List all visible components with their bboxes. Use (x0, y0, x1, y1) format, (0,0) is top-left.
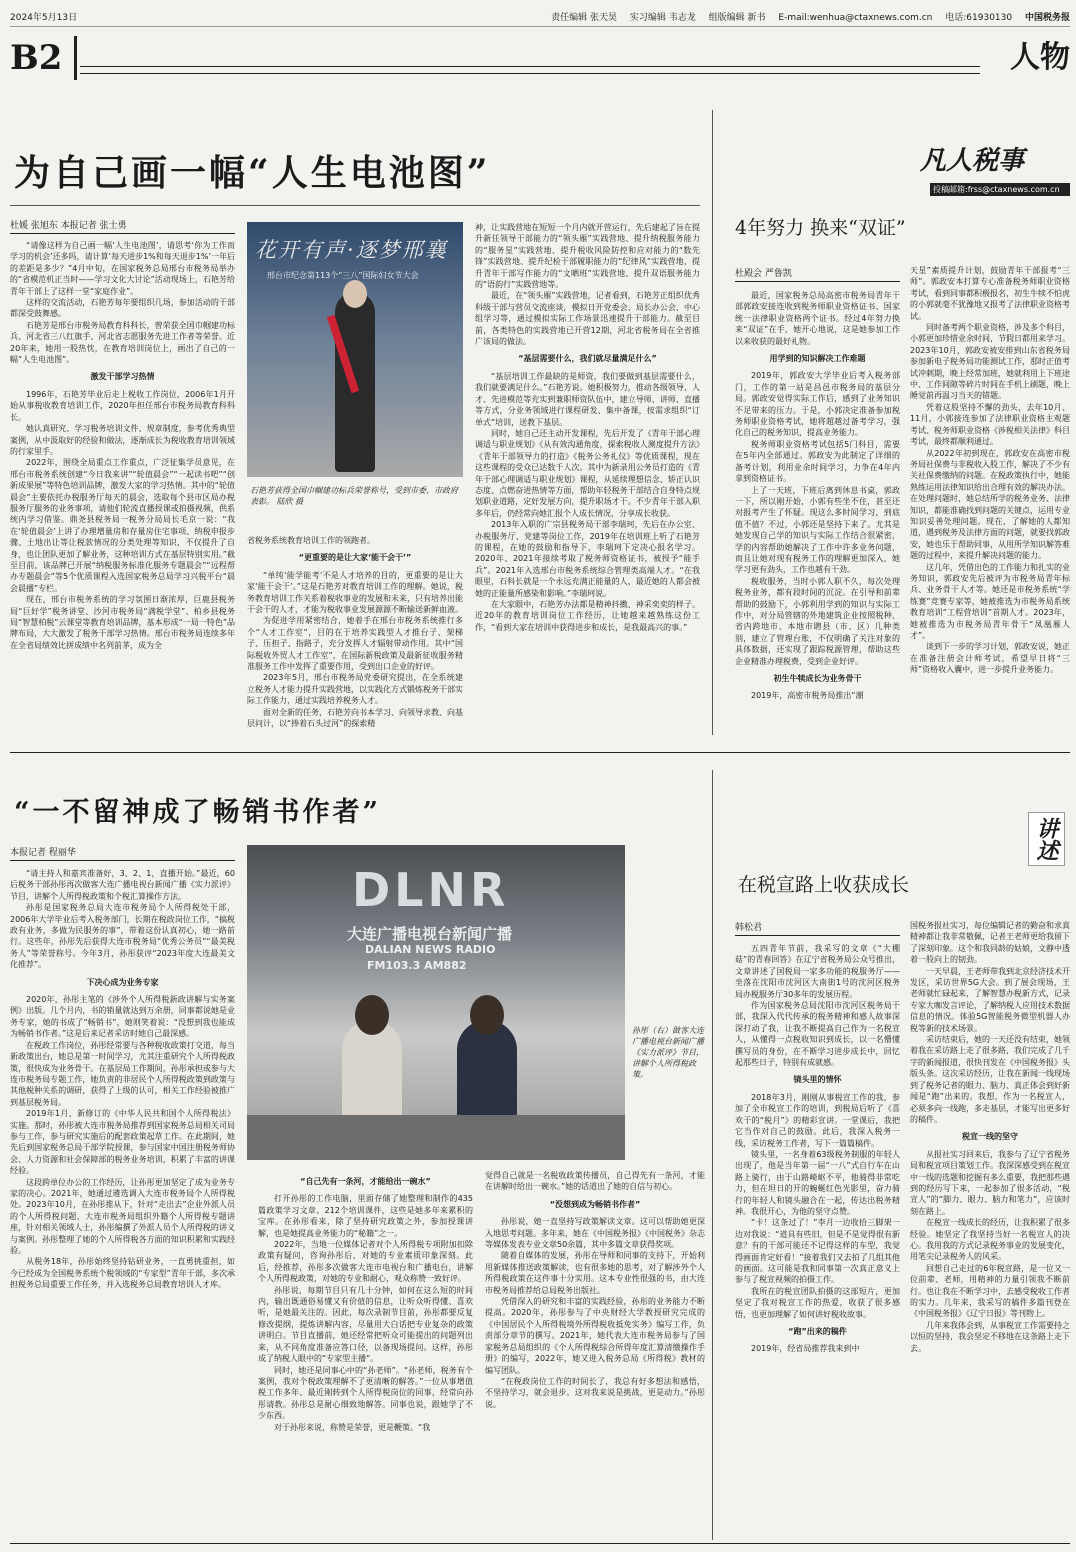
section-name: 人物 (1010, 40, 1070, 75)
paragraph: 面对全新的任务，石艳芳向书本学习、向领导求教、向基层问计，以“捧着石头过河”的探索精 (247, 707, 463, 729)
subheading: “更重要的是让大家‘能干会干’” (298, 553, 412, 563)
sidebar2-title: 在税宣路上收获成长 (738, 874, 910, 896)
paragraph: 一天早晨，王老师带我到北京经济技术开发区，采访世界5G大会。到了展会现场，王老师就忙碌起来，了解智慧办税新方式，记录专家大咖发言评论，了解纳税人应用技术数据信息的情况。体验5G智能税务微型机器人办税等新的技术场景。 (910, 966, 1070, 1033)
paragraph: 2018年3月，刚刚从事税宣工作的我，参加了全市税宣工作的培训，到税局后听了《喜欢干的“税月”》的精彩宣讲。一堂课后，我把它当作对自己的鼓励。此后，我深入税务一线，采访税务工作者，写下一篇篇稿件。 (735, 1092, 900, 1148)
editor-2: 实习编辑 韦志龙 (629, 12, 696, 23)
paragraph: 最近，在“领头雁”实践营地，记者看到，石艳芳正组织优秀科级干部与营员交流座谈，模拟日开党委会、局长办公会、中心组学习等，通过模拟实际工作场景迅速提升干部能力。截至目前，各类特色的实践营地已开营12期，河北省税务局在全省推广该局的做法。 (475, 291, 700, 347)
paragraph: 天星”素质提升计划，鼓励青年干部报考“三师”。郭政安本打算专心准备税务师职业资格考试，看到同事都积极报名，初生牛犊不怕虎的小郭就毫不犹豫地又报考了法律职业资格考试。 (910, 266, 1070, 321)
article1-photo (247, 222, 463, 477)
paragraph: 随着自媒体的发展，孙彤在导师和同事的支持下，开始利用新媒体推送政策解读，也有很多她的思考，对了解涉外个人所得税政策在这件事十分实用。这本专业性很强的书，由大连市税务局推荐给总局税务出版社。 (485, 1251, 705, 1295)
paragraph: 2022年，当地一位媒体记者对个人所得税专项附加扣除政策有疑问，咨询孙彤后，对她的专业素质印象深刻。此后，经推荐，孙彤多次做客大连市电视台和广播电台，讲解个人所得税政策，对她的专业和耐心，观众称赞一致好评。 (258, 1240, 473, 1284)
subheading: “没想到成为畅销书作者” (549, 1199, 641, 1209)
sidebar2-col1 (735, 943, 900, 1538)
column-divider (712, 110, 713, 735)
sidebar1-title: 4年努力 换来“双证” (735, 217, 906, 239)
paragraph: 对于孙彤来说，称赞是荣誉，更是鞭策。“我 (274, 1422, 431, 1432)
sidebar1-byline: 杜殿会 严鲁凯 (735, 266, 900, 282)
article2-byline: 本报记者 程丽华 (10, 845, 235, 861)
column-divider (712, 770, 713, 1540)
section-divider (10, 752, 1070, 753)
paragraph: 从2022年初到现在，郭政安在高密市税务局社保费与非税收入股工作，解决了不少有关社保费缴纳的问题。在税政策执行中，她能熟练运用法律知识给出合理有效的解决办法。在处理问题时，她总结所学的税务业务、法律知识，都能准确找到问题的关键点，运用专业知识妥善处理问题。现在，了解她的人都知道，遇到税务及法律方面的问题，就要找郭政安，她也乐于帮助同事，从用所学知识解答难题的过程中，来提升解决问题的能力。 (910, 448, 1070, 561)
article1-col3 (475, 222, 700, 735)
email: E-mail:wenhua@ctaxnews.com.cn (778, 12, 933, 23)
subheading: 激发干部学习热情 (90, 372, 155, 382)
phone: 电话:61930130 (945, 12, 1013, 23)
paragraph: 镜头里，一名身着63级税务制服的年轻人出现了，他是当年第一届“一八”式自行车在山路上骑行，由于山路崎岖不平，他骑得非常吃力，但在坦日的开的蜿蜒红色光影里，奋力骑行的年轻人和镜头融合在一起，传达出税务精神。我很开心，为他的坚守点赞。 (735, 1149, 900, 1216)
sidebar1-col2 (910, 265, 1070, 735)
paragraph: 觉得自己就是一名税收政策传播员，自己得先有一条河，才能在讲解时给出一碗水。”她的话道出了她的自信与初心。 (485, 1171, 705, 1192)
column-logo: 凡人税事 (920, 146, 1025, 176)
contribution-email: 投稿邮箱:frss@ctaxnews.com.cn (930, 183, 1070, 196)
paragraph: 税收服务，当时小郭人职不久，每次处理税务业务，都有段时间的沉淀。在引导和前辈帮助的鼓励下，小郭利用学到的知识与实际工作中，对分局管辖的外地建筑企业按照税种、省内跨地市、本地市聘县（市、区）几种类别，建立了管理台账，不仅明确了关注对象的具体数据，还实现了跟踪税源管理，帮助这些企业精准办理税费，受到企业好评。 (735, 576, 900, 666)
paragraph: 在税政工作岗位，孙彤经常要与各种税收政策打交道，每当新政策出台，她总是第一时间学习，尤其注重研究个人所得税政策，很快成为业务骨干。在基层局工作期间，孙彤承担或参与大连市税务局专题工作，她负责的非居民个人所得税政策到政策与其他税种关系的调研，获得了上级的认可，相关工作经验被推广到基层税务局。 (10, 1040, 235, 1107)
sidebar2-byline: 韩松君 (735, 920, 900, 936)
paragraph: 2013年入职的广宗县税务局干部李瑞珂，先后在办公室、办税服务厅、党建等岗位工作，2019年在培训班上听了石艳芳的课程，在她的鼓励和指导下，李瑞珂下定决心报名学习。2020年、2021年接续考取了税务师资格证书，被授予“能手兵”。2021年入选邢台市税务系统综合管理类高端人才。“在我眼里，石科长就是一个永远充满正能量的人，最近她的人都会被她的正能量所感染和影响。”李瑞珂说。 (475, 520, 700, 598)
paragraph: 税务师职业资格考试包括5门科目，需要在5年内全部通过。郭政安为此制定了详细的备考计划，利用业余时间学习，力争在4年内拿到资格证书。 (735, 439, 900, 484)
paragraph: 作为国家税务总局沈阳市沈河区税务局干部，我深入代代传承的税务精神和感人故事深深打动了我，让我不断提高自己作为一名税宣人，从懂得一点税收知识到成长，以一名懵懂撰写员的身份，在不断学习进步成长中，回忆起那些日子，特别有成就感。 (735, 1001, 900, 1068)
guest-head (470, 995, 504, 1035)
paragraph: 谈到下一步的学习计划，郭政安说，她正在准备注册会计师考试，希望早日将“三师”资格收入囊中，进一步提升业务能力。 (910, 642, 1070, 675)
column-logo: 讲述 (1028, 812, 1065, 866)
article1-title-rule (10, 205, 700, 206)
paragraph: 她认真研究、学习税务培训文件、规章制度，参考优秀典型案例，从中汲取好的经验和做法，逐渐成长为税收教育培训领域的行家里手。 (10, 424, 235, 456)
paper-name: 中国税务报 (1024, 12, 1070, 23)
paragraph: 这段跨单位办公的工作经历，让孙彤更加坚定了成为业务专家的决心。2021年，她通过遴选调入大连市税务局个人所得税处。2023年10月，在孙彤推从下，针对“走出去”企业外派人员的个人所得税问题，大连市税务局组织外籍个人所得税专题讲座，针对相关领域人士，孙彤编撰了外派人员个人所得税的讲义与案例。孙彤整理了她的个人所得税各方面的知识积累和实践经验。 (10, 1177, 235, 1255)
paragraph: 我所在的税宣团队拍摄的这部短片，更加坚定了我对税宣工作的热爱，收获了很多感悟，也更加理解了如何讲好税收故事。 (735, 1286, 900, 1319)
article2-caption: 孙彤（右）做客大连广播电视台新闻广播《实力派评》节目，讲解个人所得税政策。 (632, 1026, 704, 1079)
paragraph: 1996年，石艳芳毕业后走上税收工作岗位，2006年1月开始从事税收教育培训工作，2020年担任邢台市税务局教育科科长。 (10, 389, 235, 422)
article1-col2 (247, 535, 463, 735)
paragraph: 孙彤说，每期节目只有几十分钟，如何在这么短的时间内，输出既通俗易懂又有价值的信息，让听众听得懂、喜欢听，是她最关注的。因此，每次录制节目前，孙彤都要反复修改提纲，提炼讲解内容，尽量用大白话把专业复杂的政策讲明白。节目直播前，她还经常把听众可能提出的问题列出来，从不同角度准备应答口径，以备现场提问。这样，孙彤成了纳税人眼中的“专家型主播”。 (258, 1285, 473, 1364)
paragraph: “卡！这条过了！”李月一边收拾三脚架一边对我说：“道具有些旧，但是不是觉得很有新意？有的干部可能还不记得这样的车型，我觉得画面肯定好看！”接着我们又去拍了几组其他的画面。这可能是我和同事第一次真正意义上参与了税宣视频的拍摄工作。 (735, 1218, 900, 1285)
subheading: 镜头里的情怀 (793, 1075, 842, 1085)
paragraph: 2019年，郭政安大学毕业后考入税务部门，工作的第一站是昌邑市税务局的基层分局。郭政安觉得实际工作后，感到了业务知识不足带来的压力。于是，小郭决定准备参加税务师职业资格考试，她将超越过备考学习，强化自己的税务知识，提高业务能力。 (735, 371, 900, 438)
article2-col2 (258, 1170, 473, 1538)
paragraph: 上了一天班，下班后离到休息书桌，郭政一下，所以刚开始，小郭有些坐不住，甚至还对报考产生了怀疑。现这么多时间学习，到底值不值？不过，小郭还是坚持下来了。尤其是她发现自己学的知识与实际工作结合很紧密，学的内容帮助她解决了工作中许多业务问题，而且让她对现有税务工作的理解更加深入，她学习更有劲头，工作也越有干劲。 (735, 485, 900, 575)
article2-col3 (485, 1170, 705, 1538)
article2-photo (247, 845, 625, 1160)
paragraph: 回想自己走过的6年税宣路，是一位又一位前辈、老师，用精神的力量引领我不断前行。也让我在不断学习中，去感受税收工作者的实力。几年来，我采写的稿件多篇刊登在《中国税务报》《辽宁日报》等刊物上。 (910, 1263, 1070, 1319)
studio-desk (247, 1115, 625, 1160)
studio-sign-logo: DLNR (352, 863, 510, 917)
subheading: 下决心成为业务专家 (86, 977, 159, 987)
host-head (355, 995, 389, 1035)
issue-date: 2024年5月13日 (10, 12, 78, 23)
paragraph: 2023年5月，邢台市税务局党委研究提出，在全系统建立税务人才能力提升实践营地，以实践化方式锻炼税务干部实际工作能力，通过实践培养税务人才。 (247, 673, 463, 706)
paragraph: “在税政岗位工作的时间长了，我总有好多想法和感悟，不坚持学习，就会退步。这对我来说是挑战，更是动力。”孙彤说。 (485, 1376, 705, 1409)
paragraph: 五四青年节前，我采写的文章《“大棚菇”的青春回答》在辽宁省税务局公众号推出，文章讲述了国税局一家多功能的税服务厅——坐落在沈阳市沈河区大南街1号的沈河区税务局办税服务厅30多年的发展历程。 (735, 944, 900, 999)
article2-title: “一不留神成了畅销书作者” (14, 797, 382, 828)
subheading: “自己先有一条河，才能给出一碗水” (300, 1177, 431, 1186)
paragraph: “请主持人和嘉宾准备好，3、2、1，直播开始。”最近，60后税务干部孙彤再次做客大连广播电视台新闻广播《实力派评》节目，讲解个人所得税政策和个税汇算操作方法。 (10, 869, 235, 901)
paragraph: “单纯‘能学能考’不是人才培养的目的，更重要的是让大家‘能干会干’。”这是石艳芳对教育培训工作的理解。她说，税务教育培训工作关系着税收事业的发展和未来，只有培养出能干会干的人才，才能为税收事业发展源源不断输送新鲜血液。 (247, 570, 463, 615)
article1-title: 为自己画一幅“人生电池图” (14, 152, 491, 194)
section-bar (10, 36, 1070, 80)
paragraph: 2020年，孙彤主笔的《涉外个人所得税新政讲解与实务案例》出版。几个月内，书的销量就达到万余册，同事都说她是业务专家，她的书成了“畅销书”，她则笑着说：“没想到我也能成为畅销书作者。”这是后来记者采访时她自己最深感。 (10, 995, 235, 1039)
subheading: “跑”出来的稿件 (788, 1327, 847, 1336)
sidebar2-col2 (910, 920, 1070, 1538)
paragraph: 凭着这股坚持不懈的劲头，去年10月、11月，小郭接连参加了法律职业资格主观题考试、税务师职业资格《涉税相关法律》科目考试，最终都顺利通过。 (910, 402, 1070, 447)
paragraph: 从报社实习回来后，我参与了辽宁省税务局和税宣项目策划工作。我深深感受到在税宣中一线的选题和挖掘有多么重要，我把那些遇到的经历写下来，一起参加了很多活动，“税宣人”的“脚力、眼力、脑力和笔力”，应该时刻在路上。 (910, 1149, 1070, 1216)
article2-col1 (10, 868, 235, 1538)
paragraph: 2019年，经省局推荐我来到中 (751, 1344, 860, 1354)
section-rule (80, 66, 980, 74)
page-bottom-rule (10, 1543, 1070, 1544)
paragraph: 为促进学用紧密结合，她着手在邢台市税务系统推行多个“人才工作室”，目的在于培养实践型人才推台子、架梯子、压担子、指路子，充分发挥人才辐射带动作用。其中“国际税收外贸人才工作室”，在国际新税政策及最新征收服务精准服务工作中发挥了重要作用，受到出口企业的好评。 (247, 616, 463, 672)
paragraph: 同时备考两个职业资格，涉及多个科目，小郭更加珍惜业余时间，节假日都用来学习。2023年10月，郭政安被安排到山东省税务局参加新电子税务局功能测试工作，那时正值考试冲刺期，晚上经常加班，她就利用上下班途中、工作间隙等碎片时间在手机上刷题，晚上睡觉前再温习当天的错题。 (910, 323, 1070, 401)
paragraph: 同时，她还是同事心中的“孙老师”。“孙老师，税务有个案例，我对个税政策理解不了更清晰的解答。”一位从事增值税工作多年、最近刚转到个人所得税岗位的同事，经常向孙彤请教。孙彤总是耐心细致地解答。同事也说，跟她学了不少东西。 (258, 1365, 473, 1421)
studio-sign-cn: 大连广播电视台新闻广播 (347, 925, 513, 943)
sidebar1-col1 (735, 290, 900, 735)
photo-banner-sub: 邢台市纪念第113个“三八”国际妇女节大会 (267, 271, 419, 280)
paragraph: 这样的交流活动，石艳芳每年要组织几场，参加活动的干部都深受鼓舞感。 (10, 298, 235, 319)
paragraph: 凭借深入的研究和丰富的实践经验，孙彤的业务能力不断提高。2020年，孙彤参与了中央财经大学教授研究完成的《中国居民个人所得税境外所得税收抵免实务》编写工作，负责部分章节的撰写。2021年，她代表大连市税务局参与了国家税务总局组织的《个人所得税综合所得年度汇算清缴操作手册》的编写，2022年，她又进入税务总局《所得税》教材的编写团队。 (485, 1297, 705, 1375)
paragraph: 在税宣一线成长的经历，让我积累了很多经验。她坚定了我坚持当好一名税宣人的决心。我用我的方式记录税务事业的发展变化，用笔尖记录税务人的风采。 (910, 1218, 1070, 1262)
paragraph: 2019年1月，新修订的《中华人民共和国个人所得税法》实施。那时，孙彤被大连市税务局推荐到国家税务总局相关司局参与工作，参与研究实施后的配套政策起草工作。在此期间，她先后到国家税务总局干部学院授课，参与国家中国注册税务师协会、人力资源和社会保障部的税务业务培训，积累了丰富的讲课经验。 (10, 1109, 235, 1176)
article1-col1 (10, 240, 235, 732)
paragraph: 采访结束后，她的一天还没有结束，她领着我在采访路上走了很多路，我们完成了几千字的新闻报道，很快刊发在《中国税务报》头版头条。这次采访经历，让我在新闻一线现场到了税务记者的眼力、脑力、真正体会到好新闻是“跑”出来的。我想，作为一名税宣人，必须多向一线跑，多走基层，才能写出更多好的稿件。 (910, 1035, 1070, 1124)
paragraph: 在大家眼中，石艳芳办法都是精神抖擞、神采奕奕的样子。近20年的教育培训岗位工作经历，让她越来越熟练这份工作，“看到大家在培训中获得进步和成长，是我最高兴的事。” (475, 600, 700, 632)
paragraph: 2019年，高密市税务局推出“潮 (751, 691, 864, 701)
subheading: 初生牛犊成长为业务骨干 (773, 674, 862, 683)
paragraph: 孙彤是国家税务总局大连市税务局个人所得税处干部，2006年大学毕业后考入税务部门，长期在税政岗位工作，“搞税政有业务，多做为民服务的事”，带着这份认真初心，她一路前行。这些年，孙彤先后获得大连市税务局“优秀公务员”“最美税务人”等荣誉称号。今年3月，孙彤获评“2023年度大连最美文化推荐”。 (10, 903, 235, 970)
studio-sign-freq: FM103.3 AM882 (367, 959, 467, 972)
paragraph: “基层培训工作最缺的是师资，我们要做到基层需要什么，我们就要满足什么。”石艳芳说。她积极努力，推动各级领导、人才、先进模范等充实到兼职师资队伍中，建立导师、讲师、直播等方式，分业务领域进行课程研发、集中备课，按需求组织“订单式”培训，送教下基层。 (475, 371, 700, 427)
article1-caption: 石艳芳获得全国巾帼建功标兵荣誉称号，受到市委、市政府表彰。 陆欣 摄 (250, 486, 458, 506)
subheading: “基层需要什么，我们就尽量满足什么” (518, 354, 657, 364)
paragraph: “请像这样为自己画一幅‘人生电池图’，请思考‘你为工作而学习的机会’还多吗，请计算‘每天进步1%和每天退步1%’一年后的差距是多少？”4月中旬，在国家税务总局邢台市税务局举办的“省模范机正当时——学习文化大讨论”活动现场上，石艳芳给青年干部上了这样一堂“家庭作业”。 (10, 241, 235, 296)
person-head (343, 280, 367, 308)
subheading: 税宣一线的坚守 (962, 1132, 1018, 1142)
paragraph: 2022年，围绕全局重点工作重点，广泛征集学员意见，在邢台市税务系统创建“今日我来讲”“轮值晨会”“一起读书吧”“创新成果展”等特色培训品牌，激发大家的学习热情。其中的“轮值晨会”主要依托办税服务厅每天的晨会，选取每个县市区局办税服务厅服务的业务事项，请他们轮流直播授课或拍摄视频，供系统内学习借鉴。鼎尧县税务局一税务分局局长毛京一说：“我在‘轮值晨会’上讲了办理增量房和存量房住宅事项、纳税申报步骤、土地出让等让税款情况的分类处理等知识，不仅提升了自身，也让团队更加了解业务，这种培训方式在基层特别实用。”截至目前，该品牌已开展“纳税服务标准化服务专题晨会”“远程帮办专题晨会”等5个优质课程入选国家税务总局学习兴税平台“晨会晨播”专栏。 (10, 458, 235, 593)
paragraph: 省税务系统教育培训工作的领跑者。 (247, 536, 375, 545)
subheading: 用学到的知识解决工作难题 (769, 354, 866, 364)
photo-banner: 花开有声·逐梦邢襄 (255, 238, 448, 262)
masthead (10, 6, 1070, 27)
paragraph: 打开孙彤的工作电脑，里面存储了她整理和制作的435篇政策学习文章、212个培训课件，这些是她多年来累积的宝库。在孙彤看来，除了坚持研究政策之外，参加授课讲解，也是她提高业务能力的“秘籍”之一。 (258, 1194, 473, 1238)
studio-sign-en: DALIAN NEWS RADIO (365, 943, 496, 956)
paragraph: 石艳芳是邢台市税务局教育科科长，曾荣获全国巾帼建功标兵、河北省三八红旗手、河北省志愿服务先进工作者等荣誉。近20年来，她用一股热忱，在教育培训岗位上，画出了自己的一幅“人生电池图”。 (10, 320, 235, 365)
editor-1: 责任编辑 张天昊 (551, 12, 618, 23)
article1-byline: 杜媛 张旭东 本报记者 张士勇 (10, 218, 235, 234)
paragraph: 同时，她自己还主动开发课程，先后开发了《青年干部心理调适与职业规划》《从有效沟通角度，探索税收人测度提升方法》《青年干部领导力的打造》《税务公务礼仪》等优质课程，现在这些课程的受众已达数千人次。其中为新录用公务员打造的《青年干部心理调适与职业规划》课程，从延续理想信念、矫正认识态度、点燃奋进热情等方面，帮助年轻税务干部结合自身特点规划职业道路，定好发展方向，提升职场才干。不少青年干部入职多年后，仍经常向她汇报个人成长情况，分享成长收获。 (475, 428, 700, 518)
paragraph: 这几年，凭借出色的工作能力和扎实的业务知识，郭政安先后被评为市税务局青年标兵、业务骨干人才等。她还是市税务系统“学练赛”竞赛专家等，她被推选为市税务局系统教育培训“工程营培训”首期人才。2023年，她被推选为市税务局青年骨干“凤凰雁人才”。 (910, 562, 1070, 640)
paragraph: 现在，邢台市税务系统的学习氛围日渐浓厚，巨鹿县税务局“巨好学”税务讲堂、沙河市税务局“满税学堂”、柏乡县税务局“智慧柏税”云课堂等教育培训品牌，基本形成“一局一特色”品牌布局，大大激发了税务干部学习热情。邢台市税务局连续多年在全省局绩效比拼成绩中名列前茅，成为全 (10, 595, 235, 650)
masthead-info (541, 10, 1070, 23)
paragraph: 几年来我体会到，从事税宣工作需要持之以恒的坚持，我会坚定不移地在这条路上走下去。 (910, 1320, 1070, 1353)
paragraph: 神，让实践营地在短短一个月内就开营运行，先后建起了旨在提升新任领导干部能力的“领头雁”实践营地、提升纳税服务能力的“服务星”实践营地、提升税收风险防控和应对能力的“数先锋”实践营地、提升纪检干部履职能力的“纪律风”实践营地、提升青年干部写作能力的“文晒班”实践营地、提升双语服务能力的“语韵行”实践营地等。 (475, 223, 700, 290)
paragraph: 最近，国家税务总局高密市税务局青年干部郭政安接连收到税务师职业资格证书、国家统一法律职业资格两个证书。经过4年努力换来“双证”在手，她开心地说，这是她参加工作以来收获的最好礼物。 (735, 291, 900, 346)
editor-3: 组版编辑 新书 (708, 12, 766, 23)
paragraph: 从税务18年，孙彤始终坚持钻研业务，一直勇挑重担，如今已经成为全国税务系统个税领域的“专家型”青年干部，多次承担税务总局重要工作任务，并入选税务总局教育培训人才库。 (10, 1257, 235, 1290)
page-code: B2 (10, 36, 77, 80)
paragraph: 国税务报社实习，每位编辑记者的勤奋和求真精神都让我非常敬佩，记者王老师更给我留下了深刻印象。这个和我同龄的姑娘，文静中透着一股向上的韧劲。 (910, 921, 1070, 965)
paragraph: 孙彤说，她一直坚持写政策解读文章。这可以帮助她更深入地思考问题。多年来，她在《中国税务报》《中国税务》杂志等媒体发表专业文章50余篇，其中多篇文章获得奖项。 (485, 1217, 705, 1250)
